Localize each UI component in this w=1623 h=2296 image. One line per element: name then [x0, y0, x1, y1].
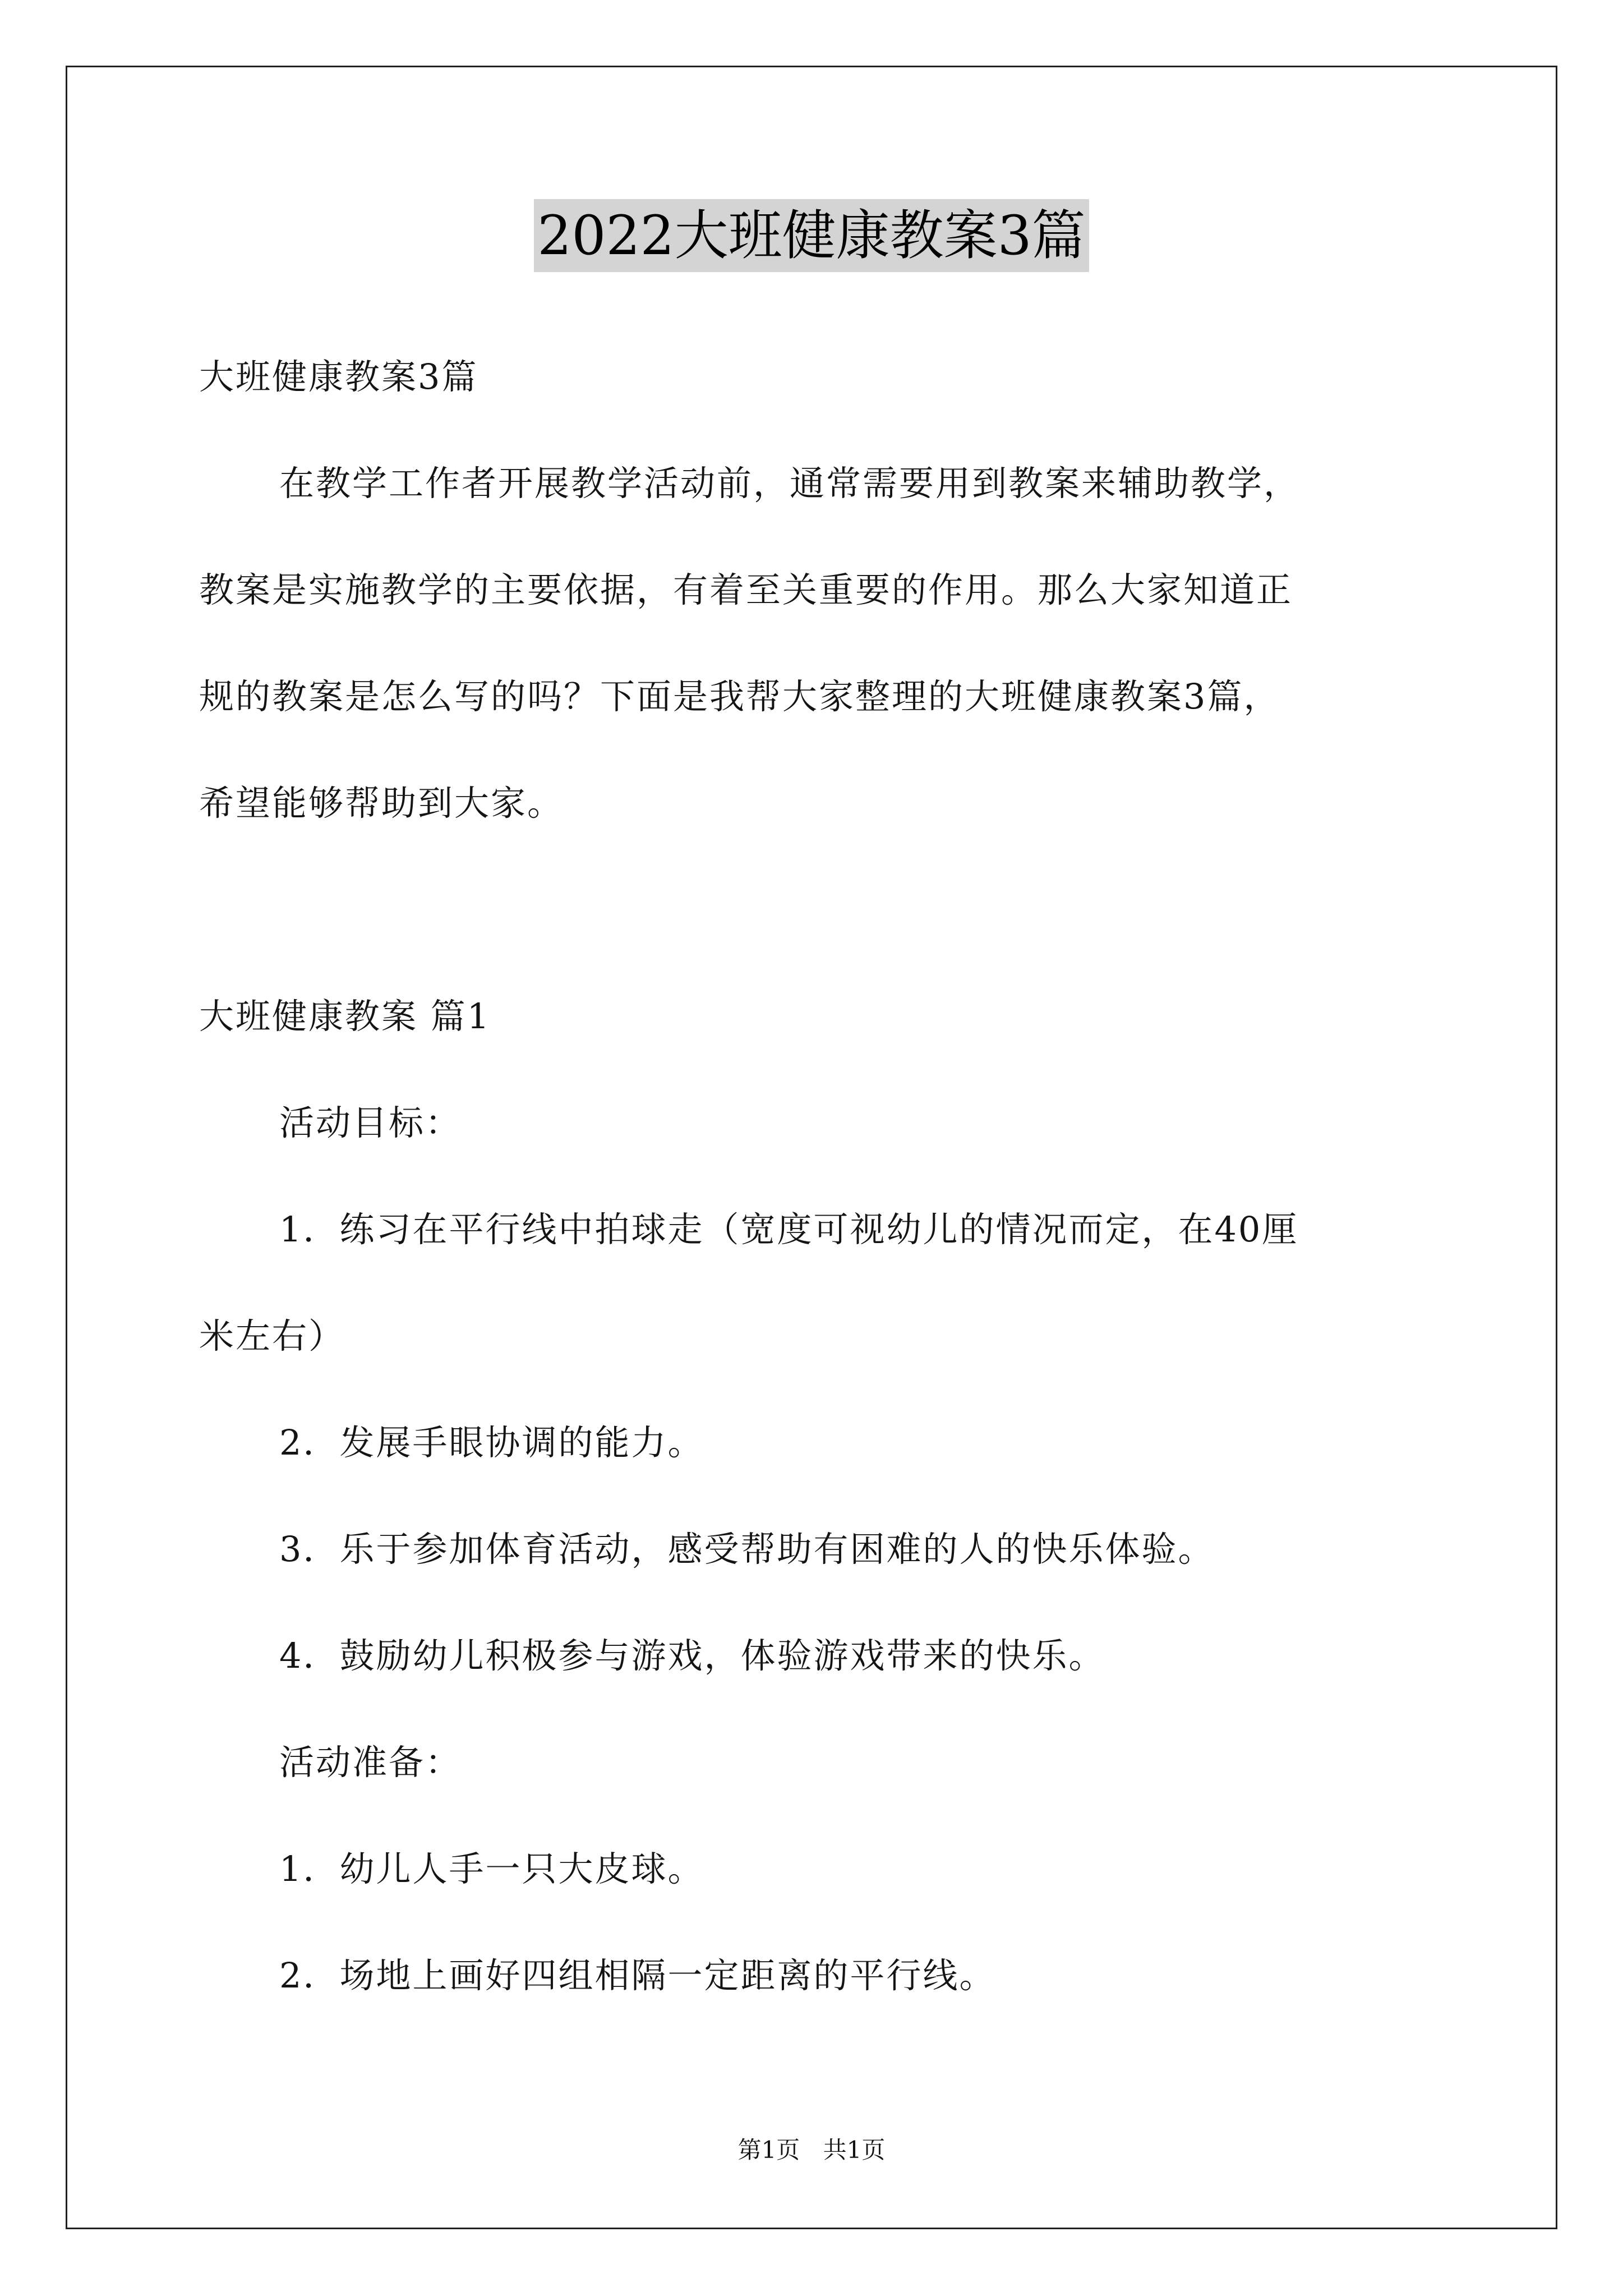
document-title: 2022大班健康教案3篇 — [534, 199, 1089, 272]
goal-1-line-1: 1．练习在平行线中拍球走（宽度可视幼儿的情况而定，在40厘 — [279, 1209, 1299, 1250]
intro-line-4: 希望能够帮助到大家。 — [199, 783, 564, 823]
prep-item-1: 1．幼儿人手一只大皮球。 — [279, 1848, 704, 1889]
goals-heading: 活动目标： — [279, 1102, 462, 1143]
section-heading: 大班健康教案 篇1 — [199, 996, 491, 1037]
goal-1-line-2: 米左右） — [199, 1315, 345, 1356]
intro-line-2: 教案是实施教学的主要依据，有着至关重要的作用。那么大家知道正 — [199, 569, 1293, 610]
intro-line-1: 在教学工作者开展教学活动前，通常需要用到教案来辅助教学， — [279, 463, 1301, 504]
title-container — [0, 199, 1623, 272]
document-subtitle: 大班健康教案3篇 — [199, 356, 478, 397]
prep-item-2: 2．场地上画好四组相隔一定距离的平行线。 — [279, 1955, 996, 1996]
intro-line-3: 规的教案是怎么写的吗？下面是我帮大家整理的大班健康教案3篇， — [199, 676, 1280, 717]
goal-2: 2．发展手眼协调的能力。 — [279, 1422, 704, 1463]
goal-4: 4．鼓励幼儿积极参与游戏，体验游戏带来的快乐。 — [279, 1635, 1105, 1676]
page-current: 第1页 — [737, 2136, 800, 2164]
page-total: 共1页 — [823, 2136, 886, 2164]
goal-3: 3．乐于参加体育活动，感受帮助有困难的人的快乐体验。 — [279, 1529, 1215, 1570]
prep-heading: 活动准备： — [279, 1742, 462, 1783]
page-footer — [0, 2134, 1623, 2166]
